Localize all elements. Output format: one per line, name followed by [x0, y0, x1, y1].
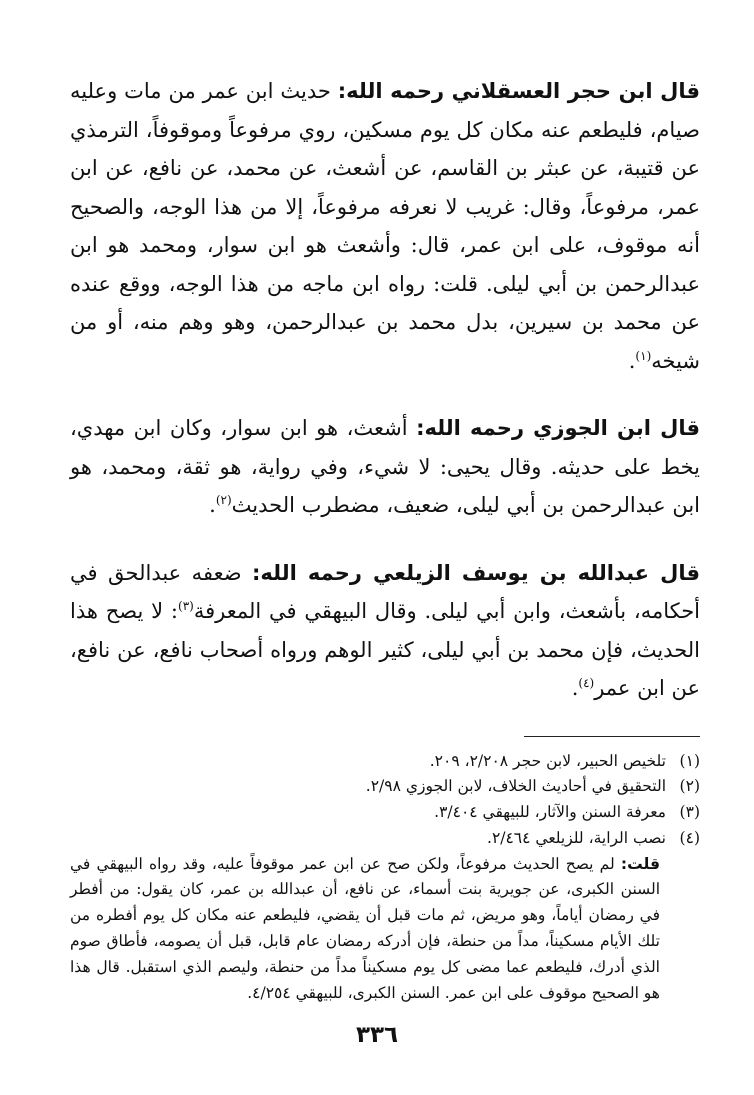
- footnote-item: [70, 800, 700, 826]
- paragraph-lead: قال عبدالله بن يوسف الزيلعي رحمه الله:: [252, 560, 700, 585]
- paragraph-tail: .: [209, 493, 216, 517]
- paragraph-text: أشعث، هو ابن سوار، وكان ابن مهدي، يخط على حديثه. وقال يحيى: لا شيء، وفي رواية، هو ثقة، ومحمد، هو ابن عبدالرحمن بن أبي ليلى، ضعيف، مضطرب الحديث: [70, 416, 700, 517]
- paragraph-text: حديث ابن عمر من مات وعليه صيام، فليطعم عنه مكان كل يوم مسكين، روي مرفوعاً وموقوفاً، الترمذي عن قتيبة، عن عبثر بن القاسم، عن أشعث، عن محمد، عن نافع، عن ابن عمر، مرفوعاً، وقال: غريب لا نعرفه مرفوعاً، إلا من هذا الوجه، والصحيح أنه موقوف، على ابن عمر، قال: وأشعث هو ابن سوار، ومحمد هو ابن عبدالرحمن بن أبي ليلى. قلت: رواه ابن ماجه من هذا الوجه، ووقع عنده عن محمد بن سيرين، بدل محمد بن عبدالرحمن، وهو وهم منه، أو من شيخه: [70, 79, 700, 373]
- page-body: [70, 72, 700, 1006]
- paragraph-tail: .: [628, 348, 636, 373]
- footnote-item: [70, 774, 700, 800]
- footnote-text: تلخيص الحبير، لابن حجر ٢/٢٠٨، ٢٠٩.: [429, 751, 666, 770]
- paragraph-tail: .: [571, 676, 579, 700]
- footnote-divider: [524, 736, 700, 737]
- footnote-number: (١): [679, 751, 700, 770]
- paragraph-lead: قال ابن الجوزي رحمه الله:: [416, 416, 700, 440]
- footnote-ref[interactable]: (١): [635, 348, 652, 363]
- commentary-label: قلت:: [620, 854, 660, 873]
- footnote-number: (٢): [679, 777, 700, 796]
- paragraph-zaylai: [70, 554, 700, 708]
- footnote-number: (٣): [679, 803, 700, 822]
- paragraph-ibn-hajar: [70, 72, 700, 380]
- footnote-ref[interactable]: (٤): [578, 676, 595, 690]
- paragraph-text: ضعفه عبدالحق في أحكامه، بأشعث، وابن أبي ليلى. وقال البيهقي في المعرفة: [70, 560, 701, 623]
- paragraph-lead: قال ابن حجر العسقلاني رحمه الله:: [337, 79, 700, 103]
- paragraph-text-continued: : لا يصح هذا الحديث، فإن محمد بن أبي ليلى، كثير الوهم ورواه أصحاب نافع، عن نافع، عن ابن عمر: [70, 599, 700, 700]
- footnote-ref[interactable]: (٢): [215, 493, 232, 507]
- footnote-number: (٤): [679, 828, 700, 847]
- paragraph-ibn-jawzi: [70, 409, 700, 525]
- footnote-ref[interactable]: (٣): [178, 599, 194, 613]
- footnote-commentary: [70, 852, 700, 1007]
- footnote-text: معرفة السنن والآثار، للبيهقي ٣/٤٠٤.: [434, 803, 666, 822]
- footnote-text: التحقيق في أحاديث الخلاف، لابن الجوزي ٢/٩٨.: [365, 777, 666, 796]
- page-number: ٣٣٦: [355, 1022, 399, 1048]
- footnote-item: [70, 749, 700, 775]
- footnote-item: [70, 826, 700, 852]
- footnote-text: نصب الراية، للزيلعي ٢/٤٦٤.: [487, 828, 666, 847]
- commentary-text: لم يصح الحديث مرفوعاً، ولكن صح عن ابن عمر موقوفاً عليه، وقد رواه البيهقي في السنن الكبرى، عن جويرية بنت أسماء، عن نافع، أن عبدالله بن عمر، كان يقول: من أفطر في رمضان أياماً، وهو مريض، ثم مات قبل أن يقضي، فليطعم عنه مكان كل يوم أفطره من تلك الأيام مسكيناً، مداً من حنطة، فإن أدركه رمضان عام قابل، قبل أن يصومه، فأطاق صوم الذي أدرك، فليطعم عما مضى كل يوم مسكيناً مداً من حنطة، وليصم الذي استقبل. قال هذا هو الصحيح موقوف على ابن عمر. السنن الكبرى، للبيهقي ٤/٢٥٤.: [70, 854, 660, 1002]
